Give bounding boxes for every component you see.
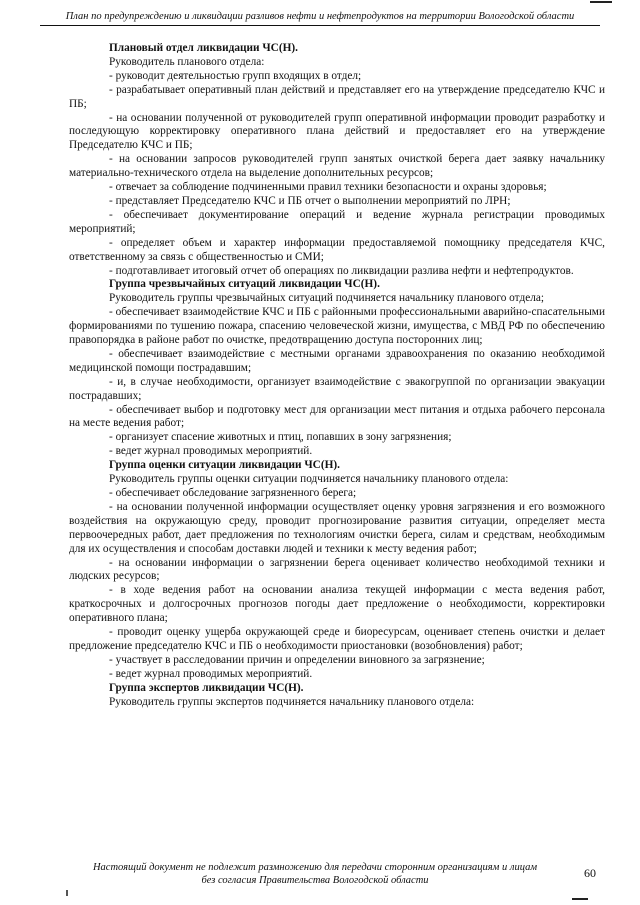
- body-paragraph: - организует спасение животных и птиц, попавших в зону загрязнения;: [109, 431, 452, 444]
- body-paragraph: - ведет журнал проводимых мероприятий.: [109, 667, 313, 680]
- body-paragraph: - на основании информации о загрязнении берега оценивает количество необходимой техники и людских ресурсов;: [69, 556, 605, 583]
- scan-mark: [66, 890, 68, 896]
- body-paragraph: - проводит оценку ущерба окружающей среде и биоресурсам, оценивает степень очистки и делает предложение председателю КЧС и ПБ о необходимости приостановки (возобновления) работ;: [69, 626, 605, 652]
- section-heading: Группа экспертов ликвидации ЧС(Н).: [109, 681, 304, 694]
- section-heading: Группа чрезвычайных ситуаций ликвидации ЧС(Н).: [109, 278, 380, 291]
- body-paragraph: - в ходе ведения работ на основании анализа текущей информации с места ведения работ, краткосрочных и долгосрочных прогнозов погоды дает предложение о необходимости, корректировки оперативного плана;: [69, 584, 605, 625]
- body-paragraph: - на основании полученной информации осуществляет оценку уровня загрязнения и его возможного воздействия на окружающую среду, проводит прогнозирование развития ситуации, определяет места первоочередных работ, дает предложения по технологиям очистки берега, силам и средствам, необходимым для их осуществления и способам доставки людей и техники к месту ведения работ;: [69, 500, 605, 555]
- body-paragraph: - обеспечивает обследование загрязненного берега;: [109, 487, 357, 499]
- footer-line-2: без согласия Правительства Вологодской области: [201, 875, 429, 886]
- body-paragraph: - подготавливает итоговый отчет об операциях по ликвидации разлива нефти и нефтепродуктов.: [109, 264, 574, 277]
- body-paragraph: - и, в случае необходимости, организует взаимодействие с эвакогруппой по организации эвакуации пострадавших;: [69, 375, 605, 402]
- body-paragraph: - ведет журнал проводимых мероприятий.: [109, 445, 313, 458]
- document-body: [69, 42, 605, 710]
- section-heading: Группа оценки ситуации ликвидации ЧС(Н).: [109, 459, 340, 472]
- body-paragraph: - отвечает за соблюдение подчиненными правил техники безопасности и охраны здоровья;: [109, 181, 547, 194]
- body-paragraph: - представляет Председателю КЧС и ПБ отчет о выполнении мероприятий по ЛРН;: [109, 194, 511, 207]
- running-header: План по предупреждению и ликвидации разливов нефти и нефтепродуктов на территории Вологодской области: [40, 10, 600, 26]
- scan-mark: [572, 898, 588, 900]
- footer-line-1: Настоящий документ не подлежит размножению для передачи сторонним организациям и лицам: [92, 862, 538, 873]
- body-paragraph: - руководит деятельностью групп входящих в отдел;: [109, 69, 362, 82]
- body-paragraph: - разрабатывает оперативный план действий и представляет его на утверждение председателю КЧС и ПБ;: [69, 83, 605, 110]
- section-heading: Плановый отдел ликвидации ЧС(Н).: [109, 42, 298, 54]
- body-paragraph: - обеспечивает взаимодействие КЧС и ПБ с районными профессиональными аварийно-спасательными формированиями по тушению пожара, спасению человеческой жизни, имущества, с МВД РФ по обеспечению правопорядка в районе работ по очистке, предотвращению доступа посторонних лиц;: [69, 306, 605, 347]
- page-number: 60: [584, 866, 596, 880]
- scan-mark: [590, 1, 612, 3]
- body-paragraph: - участвует в расследовании причин и определении виновного за загрязнение;: [109, 653, 485, 666]
- body-paragraph: - на основании запросов руководителей групп занятых очисткой берега дает заявку начальнику материально-технического отдела на выделение дополнительных ресурсов;: [69, 153, 605, 180]
- body-paragraph: - обеспечивает выбор и подготовку мест для организации мест питания и отдыха рабочего персонала на месте ведения работ;: [69, 403, 605, 430]
- body-paragraph: Руководитель группы экспертов подчиняется начальнику планового отдела:: [109, 695, 475, 708]
- body-paragraph: - на основании полученной от руководителей групп оперативной информации проводит разработку и последующую корректировку оперативного плана действий и предоставляет его на утверждение Председателю КЧС и ПБ;: [69, 111, 605, 152]
- body-paragraph: Руководитель планового отдела:: [109, 55, 265, 68]
- body-paragraph: Руководитель группы чрезвычайных ситуаций подчиняется начальнику планового отдела;: [109, 292, 545, 305]
- body-paragraph: - обеспечивает взаимодействие с местными органами здравоохранения по оказанию необходимой медицинской помощи пострадавшим;: [69, 347, 605, 374]
- body-paragraph: - определяет объем и характер информации предоставляемой помощнику председателя КЧС, ответственному за связь с общественностью и СМИ;: [69, 236, 605, 263]
- body-paragraph: - обеспечивает документирование операций и ведение журнала регистрации проводимых мероприятий;: [69, 208, 605, 235]
- footer-notice: [75, 861, 555, 887]
- body-paragraph: Руководитель группы оценки ситуации подчиняется начальнику планового отдела:: [109, 473, 509, 486]
